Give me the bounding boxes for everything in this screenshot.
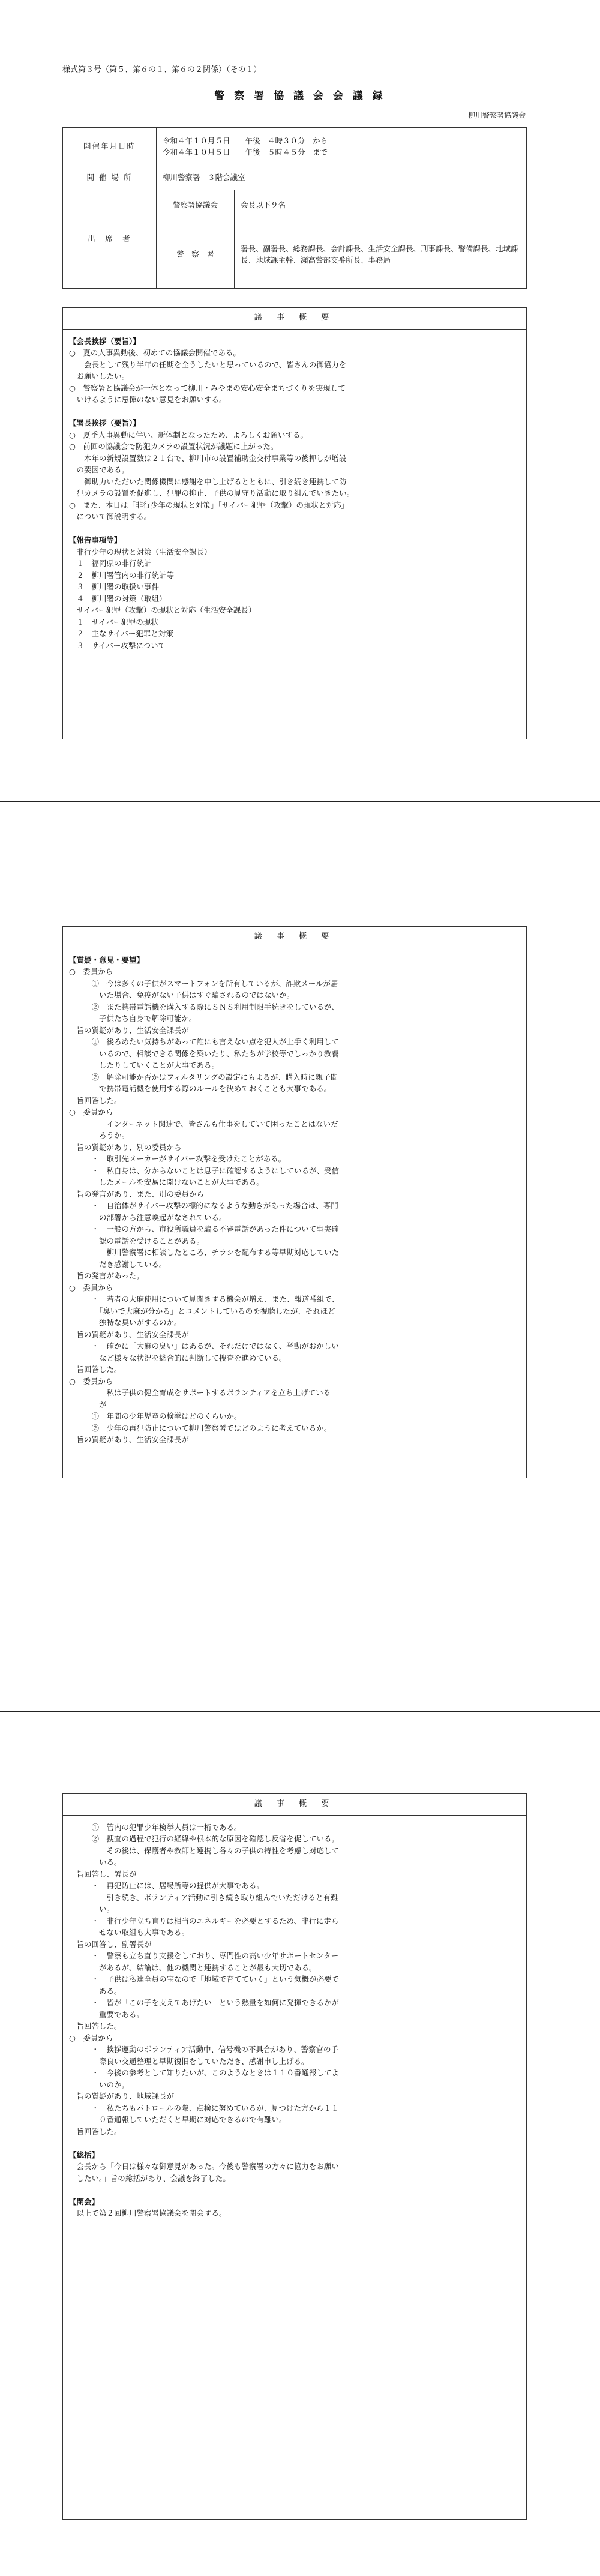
text-line: [69, 406, 520, 418]
page-2: [0, 807, 600, 1708]
summary-box-2: [62, 926, 527, 1478]
text-line: 非行少年の現状と対策（生活安全課長）: [69, 547, 212, 556]
date-value: [157, 128, 527, 166]
page-separator: [0, 801, 600, 802]
text-line: ○ 夏の人事異動後、初めての協議会開催である。: [69, 348, 241, 358]
summary-body: [63, 1816, 526, 2225]
text-line: ② 解除可能か否かはフィルタリングの設定にもよるが、購入時に親子間: [69, 1072, 338, 1082]
text-line: ① 管内の犯罪少年検挙人員は一桁である。: [69, 1822, 242, 1832]
text-line: ① 今は多くの子供がスマートフォンを所有しているが、詐欺メールが届: [69, 978, 338, 988]
text-line: インターネット関連で、皆さんも仕事をしていて困ったことはないだ: [69, 1119, 338, 1128]
text-line: １ サイバー犯罪の現状: [69, 617, 158, 627]
text-line: の要因である。: [69, 465, 130, 475]
text-line: 旨回答した。: [69, 1365, 122, 1374]
text-line: ろうか。: [69, 1131, 130, 1140]
text-line: [69, 2184, 520, 2196]
text-line: ・ 確かに「大麻の臭い」はあるが、それだけではなく、挙動がおかしい: [69, 1341, 339, 1351]
text-line: ４ 柳川署の対策（取組）: [69, 594, 167, 603]
text-line: いる。: [69, 1858, 122, 1867]
text-line: 旨の質疑があり、別の委員から: [69, 1142, 182, 1152]
text-line: 引き続き、ボランティア活動に引き続き取り組んでいただけると有難: [69, 1892, 338, 1902]
text-line: ・ 私自身は、分からないことは息子に確認するようにしているが、受信: [69, 1166, 340, 1175]
police-value: 署長、副署長、総務課長、会計課長、生活安全課長、刑事課長、警備課長、地域課長、地域課主幹、瀬高警部交番所長、事務局: [235, 221, 527, 289]
text-line: ② 捜査の過程で犯行の経緯や根本的な原因を確認し反省を促している。: [69, 1834, 340, 1844]
date-end: 令和４年１０月５日 午後 ５時４５分 まで: [163, 147, 328, 157]
text-line: サイバー犯罪（攻撃）の現状と対応（生活安全課長）: [69, 606, 256, 615]
text-line: 旨の発言があり、また、別の委員から: [69, 1189, 205, 1199]
text-line: ・ 私たちもパトロールの際、点検に努めているが、見つけた方から１１: [69, 2103, 339, 2113]
date-label: 開催年月日時: [63, 128, 157, 166]
text-line: ・ 取引先メーカーがサイバー攻撃を受けたことがある。: [69, 1154, 286, 1164]
text-line: 御助力いただいた関係機関に感謝を申し上げるとともに、引き続き連携して防: [69, 477, 347, 486]
text-line: ① 後ろめたい気持ちがあって誰にも言えない点を犯人が上手く利用して: [69, 1037, 339, 1047]
text-line: 子供たち自身で解除可能か。: [69, 1014, 197, 1023]
text-line: 旨の質疑があり、生活安全課長が: [69, 1435, 190, 1445]
text-line: など様々な状況を総合的に判断して捜査を進めている。: [69, 1353, 287, 1362]
text-line: １ 福岡県の非行統計: [69, 559, 152, 568]
text-line: [69, 2137, 520, 2149]
text-line: ある。: [69, 1986, 122, 1996]
text-line: で携帯電話機を使用する際のルールを決めておくことも大事である。: [69, 1084, 332, 1094]
text-line: い。: [69, 1904, 115, 1914]
section-heading: 【質疑・意見・要望】: [69, 955, 145, 964]
text-line: ２ 主なサイバー犯罪と対策: [69, 629, 173, 639]
text-line: したりしていくことが大事である。: [69, 1061, 220, 1070]
text-line: 際良い交通整理と早期復旧をしていただき、感謝申し上げる。: [69, 2056, 309, 2066]
place-value: 柳川警察署 ３階会議室: [157, 166, 527, 190]
text-line: ○ 夏季人事異動に伴い、新体制となったため、よろしくお願いする。: [69, 430, 308, 439]
page-3: [0, 1717, 600, 2576]
place-label: 開 催 場 所: [63, 166, 157, 190]
text-line: ○ 委員から: [69, 2033, 113, 2042]
text-line: ・ 今後の参考として知りたいが、このようなときは１１０番通報してよ: [69, 2068, 340, 2078]
police-label: 警 察 署: [157, 221, 235, 289]
text-line: ３ 柳川署の取扱い事件: [69, 582, 160, 592]
attendees-label: 出 席 者: [63, 190, 157, 289]
summary-heading: 議 事 概 要: [63, 1794, 526, 1816]
text-line: ０番通報していただくと早期に対応できるので有難い。: [69, 2115, 287, 2125]
text-line: 会長から「今日は様々な御意見があった。今後も警察署の方々に協力をお願い: [69, 2162, 339, 2171]
text-line: 旨回答した。: [69, 2126, 122, 2136]
text-line: ○ 警察署と協議会が一体となって柳川・みやまの安心安全まちづくりを実現して: [69, 383, 346, 393]
text-line: ・ 挨拶運動のボランティア活動中、信号機の不具合があり、警察官の手: [69, 2045, 339, 2054]
page-separator: [0, 1711, 600, 1712]
text-line: ・ 若者の大麻使用について見聞きする機会が増え、また、報道番組で、: [69, 1295, 340, 1304]
summary-box-3: [62, 1793, 527, 2520]
text-line: ２ 柳川署管内の非行統計等: [69, 570, 175, 580]
text-line: が: [69, 1400, 107, 1409]
text-line: お願いしたい。: [69, 372, 130, 381]
text-line: 旨回答した。: [69, 1095, 122, 1105]
text-line: があるが、結論は、他の機関と連携することが最も大切である。: [69, 1963, 317, 1972]
text-line: 認の電話を受けることがある。: [69, 1236, 205, 1245]
text-line: いた場合、免疫がない子供はすぐ騙されるのではないか。: [69, 990, 295, 1000]
section-heading: 【署長挨拶（要旨）】: [69, 418, 140, 428]
section-heading: 【閉会】: [69, 2197, 100, 2206]
text-line: 私は子供の健全育成をサポートするボランティアを立ち上げている: [69, 1388, 331, 1398]
text-line: 旨の質疑があり、生活安全課長が: [69, 1329, 190, 1339]
summary-box-1: [62, 307, 527, 739]
text-line: いのか。: [69, 2080, 130, 2089]
text-line: 本年の新規設置数は２１台で、柳川市の設置補助金交付事業等の後押しが増設: [69, 453, 347, 463]
text-line: 重要である。: [69, 2009, 145, 2019]
text-line: 以上で第２回柳川警察署協議会を閉会する。: [69, 2209, 227, 2218]
text-line: ・ 再犯防止には、居場所等の提供が大事である。: [69, 1881, 265, 1891]
summary-body: [63, 948, 526, 1452]
text-line: 旨の質疑があり、生活安全課長が: [69, 1025, 190, 1035]
page-1: [0, 0, 600, 798]
text-line: [69, 523, 520, 535]
text-line: 独特な臭いがするのか。: [69, 1318, 182, 1328]
text-line: ○ 前回の協議会で防犯カメラの設置状況が議題に上がった。: [69, 442, 278, 451]
form-number: 様式第３号（第５、第６の１、第６の２関係）（その１）: [62, 65, 262, 74]
text-line: ② また携帯電話機を購入する際にＳＮＳ利用制限手続きをしているが、: [69, 1002, 340, 1011]
assoc-value: 会長以下９名: [235, 190, 527, 221]
text-line: ○ 委員から: [69, 1107, 113, 1117]
text-line: ・ 警察も立ち直り支援をしており、専門性の高い少年サポートセンター: [69, 1951, 339, 1961]
text-line: したい。」旨の総括があり、会議を終了した。: [69, 2173, 230, 2183]
document-title: 警 察 署 協 議 会 会 議 録: [214, 90, 386, 102]
text-line: ○ また、本日は「非行少年の現状と対策」「サイバー犯罪（攻撃）の現状と対応」: [69, 500, 349, 510]
text-line: いけるように忌憚のない意見をお願いする。: [69, 395, 227, 405]
text-line: 犯カメラの設置を促進し、犯罪の抑止、子供の見守り活動に取り組んでいきたい。: [69, 489, 355, 498]
text-line: の部署から注意喚起がなされている。: [69, 1212, 227, 1222]
summary-heading: 議 事 概 要: [63, 927, 526, 948]
text-line: ○ 委員から: [69, 1283, 113, 1292]
text-line: 会長として残り半年の任期を全うしたいと思っているので、皆さんの御協力を: [69, 360, 347, 369]
text-line: ② 少年の再犯防止について柳川警察署ではどのように考えているか。: [69, 1423, 332, 1433]
text-line: ・ 一般の方から、市役所職員を騙る不審電話があった件について事実確: [69, 1224, 339, 1234]
text-line: 旨の質疑があり、地域課長が: [69, 2092, 175, 2101]
section-heading: 【総括】: [69, 2150, 100, 2159]
text-line: 旨回答し、署長が: [69, 1869, 137, 1879]
assoc-label: 警察署協議会: [157, 190, 235, 221]
text-line: ・ 自治体がサイバー攻撃の標的になるような動きがあった場合は、専門: [69, 1201, 338, 1211]
text-line: ・ 非行少年立ち直りは相当のエネルギーを必要とするため、非行に走ら: [69, 1916, 339, 1925]
text-line: ○ 委員から: [69, 1376, 113, 1386]
text-line: いるので、相談できる関係を築いたり、私たちが学校等でしっかり教養: [69, 1049, 339, 1058]
text-line: せない取組も大事である。: [69, 1928, 190, 1937]
text-line: ・ 子供は私達全員の宝なので「地域で育てていく」という気概が必要で: [69, 1975, 340, 1984]
text-line: 「臭いで大麻が分かる」とコメントしているのを視聴したが、それほど: [69, 1306, 335, 1316]
text-line: 旨の発言があった。: [69, 1271, 144, 1281]
text-line: ○ 委員から: [69, 967, 113, 977]
text-line: その後は、保護者や教師と連携し各々の子供の特性を考慮し対応して: [69, 1846, 340, 1855]
text-line: 柳川警察署に相談したところ、チラシを配布する等早期対応していた: [69, 1248, 340, 1257]
text-line: ・ 皆が「この子を支えてあげたい」という熱量を如何に発揮できるかが: [69, 1998, 340, 2008]
summary-heading: 議 事 概 要: [63, 308, 526, 330]
text-line: ３ サイバー攻撃について: [69, 640, 166, 650]
summary-body: [63, 330, 526, 658]
text-line: したメールを安易に開けないことが大事である。: [69, 1178, 264, 1187]
text-line: だき感謝している。: [69, 1259, 167, 1269]
organization-name: 柳川警察署協議会: [467, 111, 526, 119]
text-line: について御説明する。: [69, 512, 152, 522]
section-heading: 【会長挨拶（要旨）】: [69, 336, 140, 346]
date-start: 令和４年１０月５日 午後 ４時３０分 から: [163, 136, 328, 146]
meeting-info-table: [62, 127, 527, 289]
section-heading: 【報告事項等】: [69, 535, 122, 545]
text-line: 旨の回答し、副署長が: [69, 1939, 152, 1949]
text-line: 旨回答した。: [69, 2021, 122, 2031]
text-line: ① 年間の少年児童の検挙はどのくらいか。: [69, 1412, 242, 1421]
